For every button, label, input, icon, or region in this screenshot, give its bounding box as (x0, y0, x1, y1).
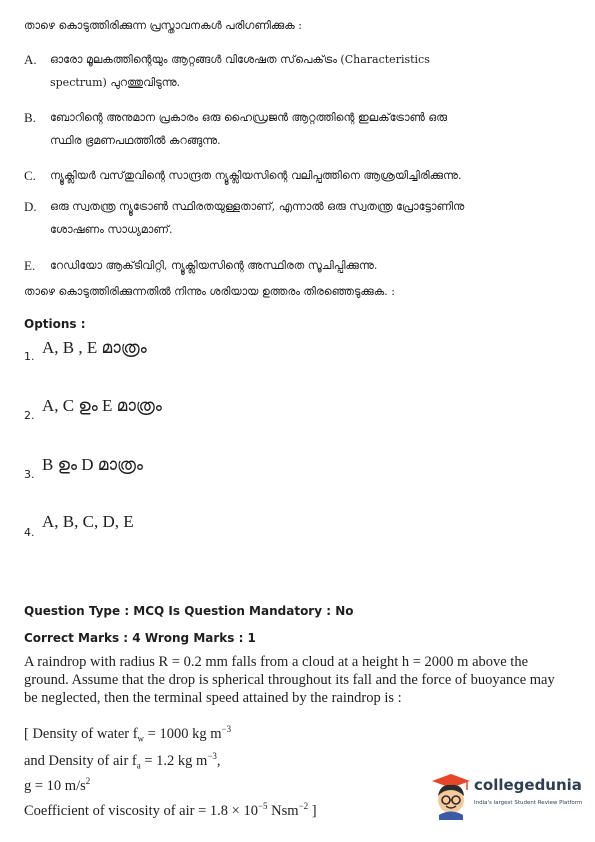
instruction-text: താഴെ കൊടുത്തിരിക്കുന്നതിൽ നിന്നും ശരിയായ ഉത്തരം തിരഞ്ഞെടുക്കുക. : (24, 285, 395, 298)
statement-letter: D. (24, 199, 37, 214)
option-2[interactable]: A, C ഉം E മാത്രം (42, 396, 162, 415)
brand-tagline: India's largest Student Review Platform (474, 800, 583, 806)
density-air-end: , (216, 752, 221, 769)
statement-text: റേഡിയോ ആക്‌ടിവിറ്റി, ന്യൂക്ലിയസിന്റെ അസ്ഥിരത സൂചിപ്പിക്കുന്നു. (50, 259, 378, 272)
statement-text: ന്യൂക്ലിയർ വസ്‌തുവിന്റെ സാന്ദ്രത ന്യൂക്ലിയസിന്റെ വലിപ്പത്തിനെ ആശ്രയിച്ചിരിക്കുന്നു. (50, 169, 462, 182)
option-1[interactable]: A, B , E മാത്രം (42, 338, 147, 357)
statement-d (24, 195, 464, 245)
statements-intro: താഴെ കൊടുത്തിരിക്കുന്ന പ്രസ്താവനകൾ പരിഗണിക്കുക : (24, 19, 302, 32)
statement-a (24, 48, 464, 98)
mascot-icon (430, 772, 472, 820)
options-heading: Options : (24, 317, 86, 331)
statement-c (24, 164, 464, 188)
viscosity (24, 797, 464, 820)
question-line: be neglected, then the terminal speed attained by the raindrop is : (24, 690, 402, 706)
density-water (24, 720, 464, 748)
collegedunia-logo (430, 772, 583, 822)
option-number: 1. (24, 350, 35, 363)
statement-text: ഒരു സ്വതന്ത്ര ന്യൂട്രോൺ സ്ഥിരതയുള്ളതാണ്, എന്നാൽ ഒരു സ്വതന്ത്ര പ്രോട്ടോണിനു ശോഷണം സാധ്യമാണ്. (50, 200, 465, 236)
question-line: A raindrop with radius R = 0.2 mm falls from a cloud at a height h = 2000 m above the (24, 654, 529, 670)
density-water-exp: −3 (221, 724, 232, 734)
option-4[interactable]: A, B, C, D, E (42, 512, 134, 531)
gravity (24, 772, 464, 795)
statement-text: ഓരോ മൂലകത്തിന്റെയും ആറ്റങ്ങൾ വിശേഷത സ്‌പെക്‌ട്രം (Characteristics spectrum) പുറത്തുവിടുന്നു. (50, 53, 430, 89)
statement-e (24, 254, 464, 278)
density-water-value: = 1000 kg m (144, 725, 222, 742)
statement-letter: A. (24, 52, 37, 67)
viscosity-exp: −5 (257, 801, 268, 811)
viscosity-value: Coefficient of viscosity of air = 1.8 × 10 (24, 802, 258, 819)
statement-letter: C. (24, 168, 36, 183)
gravity-exp: 2 (85, 776, 91, 786)
density-air-sub: a (136, 760, 141, 771)
statement-letter: E. (24, 258, 36, 273)
density-air (24, 747, 464, 775)
viscosity-unit-exp: −2 (298, 801, 309, 811)
brand-name: collegedunia (474, 776, 582, 794)
option-3[interactable]: B ഉം D മാത്രം (42, 455, 144, 474)
viscosity-unit: Nsm (267, 802, 299, 819)
density-air-exp: −3 (207, 751, 217, 761)
question-line: ground. Assume that the drop is spherical throughout its fall and the force of buoyance may (24, 672, 555, 688)
statement-letter: B. (24, 110, 36, 125)
option-number: 3. (24, 468, 35, 481)
statement-b (24, 106, 464, 156)
option-number: 4. (24, 526, 35, 539)
option-number: 2. (24, 409, 35, 422)
statement-text: ബോറിന്റെ അനുമാന പ്രകാരം ഒരു ഹൈഡ്രജൻ ആറ്റത്തിന്റെ ഇലക്‌ട്രോൺ ഒരു സ്ഥിര ഭ്രമണപഥത്തിൽ കറങ്ങുന്നു. (50, 111, 448, 147)
density-air-value: = 1.2 kg m (140, 752, 208, 769)
question-marks: Correct Marks : 4 Wrong Marks : 1 (24, 631, 256, 645)
question-type: Question Type : MCQ Is Question Mandatory : No (24, 604, 354, 618)
viscosity-end: ] (308, 802, 317, 819)
gravity-value: g = 10 m/s (24, 777, 86, 794)
density-water-label: [ Density of water f (24, 725, 138, 742)
density-water-sub: w (137, 733, 145, 744)
density-air-label: and Density of air f (24, 752, 137, 769)
